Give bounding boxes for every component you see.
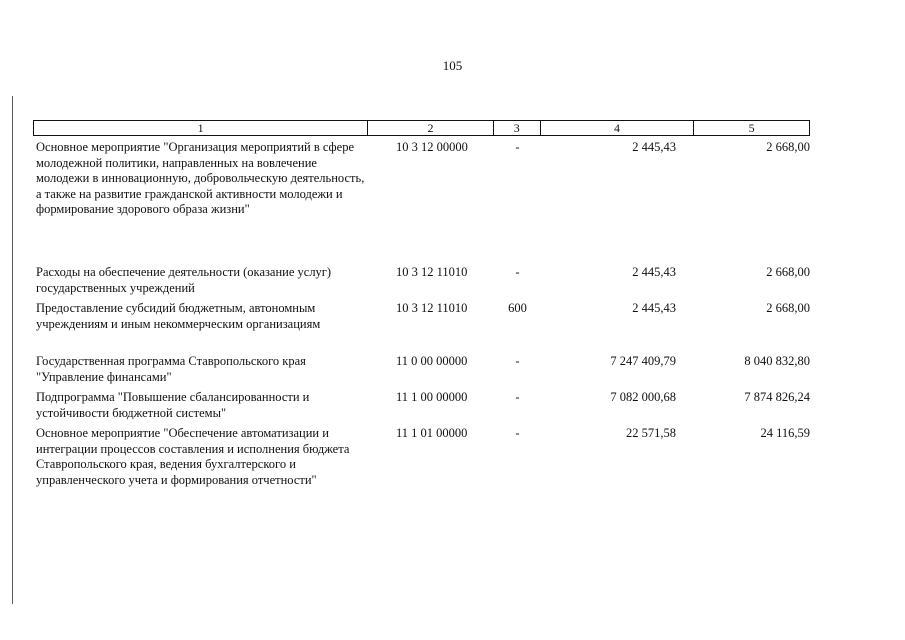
row-value-col-5: 8 040 832,80 <box>744 354 810 368</box>
table-header-col-1: 1 <box>34 121 368 135</box>
row-value-col-4: 2 445,43 <box>632 140 676 154</box>
row-value-col-5: 24 116,59 <box>760 426 810 440</box>
row-name: Расходы на обеспечение деятельности (оказание услуг) государственных учреждений <box>36 265 332 295</box>
row-type: 600 <box>508 301 527 315</box>
row-name: Предоставление субсидий бюджетным, автономным учреждениям и иным некоммерческим организациям <box>36 301 321 331</box>
row-name: Подпрограмма "Повышение сбалансированности и устойчивости бюджетной системы" <box>36 390 310 420</box>
row-value-col-4: 2 445,43 <box>632 265 676 279</box>
row-value-col-5: 2 668,00 <box>766 301 810 315</box>
row-value-col-4: 7 082 000,68 <box>610 390 676 404</box>
table-header-row <box>33 120 810 136</box>
row-name: Основное мероприятие "Организация мероприятий в сфере молодежной политики, направленных на вовлечение молодежи в инновационную, добровольческую деятельность, а также на развитие гражданской активности молодежи и формирование здорового образа жизни" <box>36 140 365 217</box>
row-code: 10 3 12 11010 <box>396 301 468 315</box>
row-name: Государственная программа Ставропольского края "Управление финансами" <box>36 354 306 384</box>
row-value-col-5: 7 874 826,24 <box>744 390 810 404</box>
row-value-col-5: 2 668,00 <box>766 265 810 279</box>
row-code: 11 0 00 00000 <box>396 354 468 368</box>
table-header-col-5: 5 <box>748 121 755 135</box>
row-type: - <box>515 426 520 440</box>
table-header-col-2: 2 <box>368 121 494 135</box>
row-code: 10 3 12 11010 <box>396 265 468 279</box>
row-value-col-4: 22 571,58 <box>626 426 676 440</box>
scan-left-edge-line <box>12 96 13 604</box>
row-code: 11 1 00 00000 <box>396 390 468 404</box>
table-header-col-3: 3 <box>494 121 541 135</box>
row-value-col-5: 2 668,00 <box>766 140 810 154</box>
row-value-col-4: 7 247 409,79 <box>610 354 676 368</box>
page-number: 105 <box>442 58 463 73</box>
row-code: 11 1 01 00000 <box>396 426 468 440</box>
table-header-col-4: 4 <box>541 121 695 135</box>
row-type: - <box>515 140 520 154</box>
row-type: - <box>515 354 520 368</box>
row-name: Основное мероприятие "Обеспечение автоматизации и интеграции процессов составления и исполнения бюджета Ставропольского края, ведения бухгалтерского и управленческого учета и формирования отчетности" <box>36 426 350 487</box>
row-value-col-4: 2 445,43 <box>632 301 676 315</box>
row-type: - <box>515 265 520 279</box>
row-code: 10 3 12 00000 <box>396 140 468 154</box>
row-type: - <box>515 390 520 404</box>
